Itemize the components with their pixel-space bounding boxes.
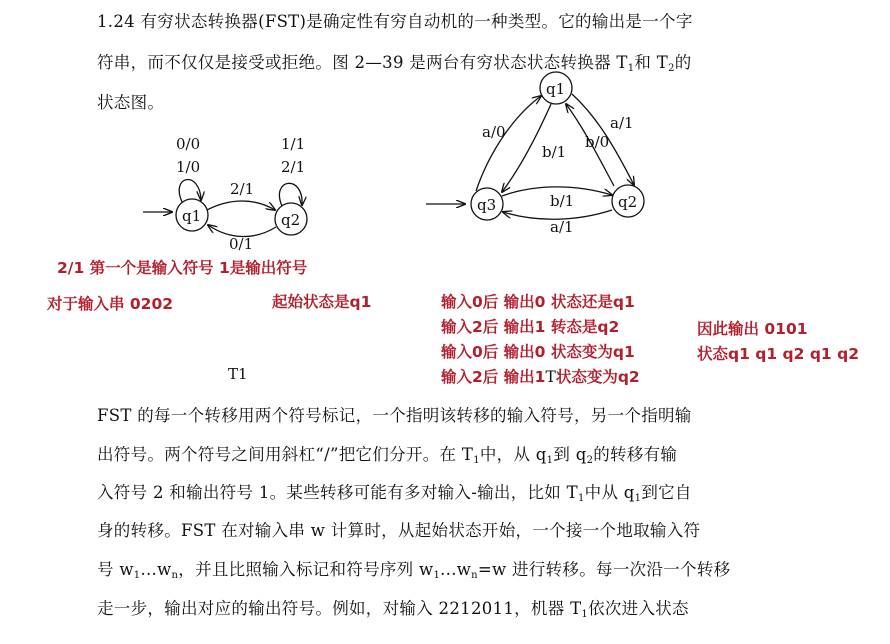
label-loop1-top: 0/0 [176, 135, 201, 153]
edge-q1-q2 [207, 201, 275, 210]
body-line-2 [97, 441, 677, 466]
diagram-t2 [426, 72, 644, 236]
intro-line-2-text-b: 和 T [634, 53, 669, 72]
intro-line-3: 状态图。 [97, 93, 165, 112]
subscript: 1 [627, 63, 635, 74]
subscript: 1 [634, 493, 642, 504]
annotation-step-4-text: 输入2后 输出1 [441, 368, 546, 386]
annotation-step-2: 输入2后 输出1 转态是q2 [441, 318, 620, 336]
body-line-4: 身的转移。FST 在对输入串 w 计算时，从起始状态开始，一个接一个地取输入符 [97, 521, 701, 540]
body-line-6 [97, 595, 689, 620]
state-label-q3: q3 [477, 196, 497, 214]
body-line-6-text: 走一步，输出对应的输出符号。例如，对输入 2212011，机器 T [97, 599, 582, 618]
label-loop2-bottom: 2/1 [281, 158, 306, 176]
caption-t1 [228, 365, 248, 383]
state-label-q2: q2 [281, 211, 301, 229]
body-line-5-text: 号 w [97, 560, 134, 579]
body-line-6-text-b: 依次进入状态 [588, 599, 689, 618]
body-line-1: FST 的每一个转移用两个符号标记，一个指明该转移的输入符号，另一个指明输 [97, 406, 692, 425]
label-a1-right: a/1 [610, 114, 634, 132]
subscript: 1 [546, 455, 554, 466]
label-b1-left: b/1 [542, 143, 567, 161]
subscript: 1 [581, 609, 589, 620]
annotation-step-3: 输入0后 输出0 状态变为q1 [441, 343, 635, 361]
body-line-3-text-b: 中从 q [584, 483, 635, 502]
annotation-note2: 对于输入串 0202 [47, 295, 174, 313]
label-edge-q2-q1: 0/1 [229, 235, 254, 253]
body-line-2-text-d: 的转移有输 [593, 445, 678, 464]
label-a1-bottom: a/1 [550, 218, 574, 236]
body-line-2-text: 出符号。两个符号之间用斜杠“/”把它们分开。在 T [97, 445, 474, 464]
body-line-2-text-b: 中，从 q [479, 445, 547, 464]
annotation-step-4-text-b: 状态变为q2 [555, 368, 640, 386]
annotation-note3: 起始状态是q1 [272, 293, 372, 311]
subscript: 2 [668, 63, 675, 74]
annotation-step-1: 输入0后 输出0 状态还是q1 [441, 293, 635, 311]
label-edge-q1-q2: 2/1 [230, 180, 255, 198]
annotation-result-2: 状态q1 q1 q2 q1 q2 [697, 345, 859, 363]
diagram-t1 [143, 135, 307, 253]
body-line-5 [97, 556, 730, 581]
state-label-q2: q2 [618, 193, 638, 211]
label-loop2-top: 1/1 [281, 135, 306, 153]
body-line-3 [97, 479, 692, 504]
state-label-q1: q1 [182, 207, 202, 225]
subscript: n [471, 570, 478, 581]
annotation-result-1: 因此输出 0101 [697, 320, 808, 338]
label-loop1-bottom: 1/0 [176, 158, 201, 176]
intro-line-2-text: 符串，而不仅仅是接受或拒绝。图 2—39 是两台有穷状态状态转换器 T [97, 53, 628, 72]
label-b1-bottom: b/1 [550, 192, 575, 210]
state-label-q1: q1 [546, 80, 566, 98]
body-line-3-text-c: 到它自 [641, 483, 692, 502]
overlap-caption-t2: T [545, 368, 556, 386]
subscript: 1 [133, 570, 141, 581]
annotation-step-4 [441, 365, 640, 387]
body-line-5-text-b: ...w [140, 560, 172, 579]
label-a0: a/0 [482, 123, 506, 141]
annotation-note1: 2/1 第一个是输入符号 1是输出符号 [57, 259, 308, 277]
body-line-5-text-c: ，并且比照输入标记和符号序列 w [178, 560, 434, 579]
intro-line-1: 1.24 有穷状态转换器(FST)是确定性有穷自动机的一种类型。它的输出是一个字 [97, 12, 693, 31]
body-line-2-text-c: 到 q [553, 445, 587, 464]
subscript: 1 [577, 493, 585, 504]
subscript: 1 [433, 570, 441, 581]
intro-line-2-text-c: 的 [674, 53, 692, 72]
body-line-5-text-e: =w 进行转移。每一次沿一个转移 [477, 560, 731, 579]
label-b0: b/0 [585, 133, 610, 151]
body-line-5-text-d: ...w [440, 560, 472, 579]
subscript: n [171, 570, 179, 581]
caption-t1-text: T1 [228, 365, 248, 383]
subscript: 1 [473, 455, 480, 466]
body-line-3-text: 入符号 2 和输出符号 1。某些转移可能有多对输入-输出，比如 T [97, 483, 578, 502]
subscript: 2 [586, 455, 594, 466]
